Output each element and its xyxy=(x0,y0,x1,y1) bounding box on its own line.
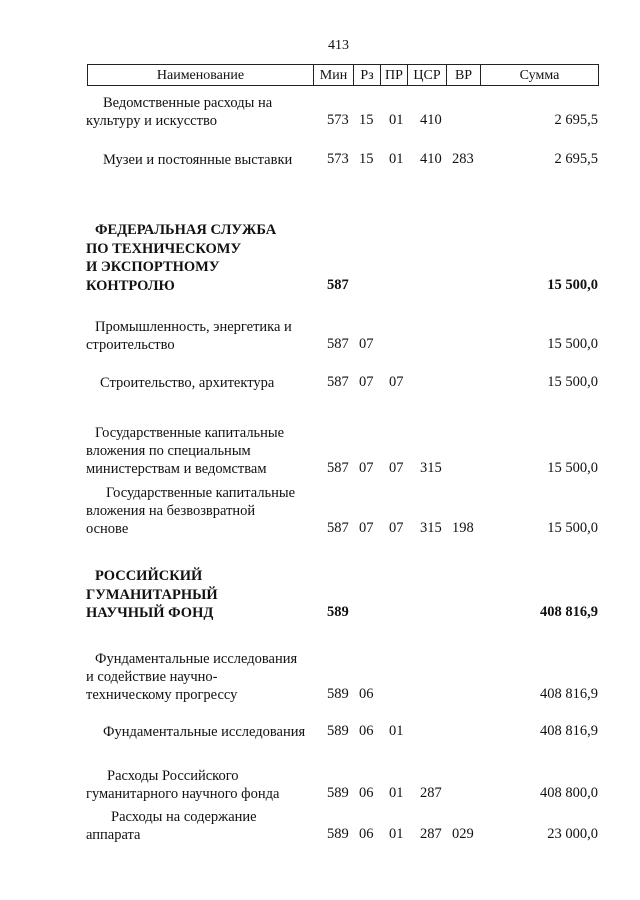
row-sum: 15 500,0 xyxy=(547,336,598,352)
row-rz: 15 xyxy=(359,151,374,167)
row-min: 573 xyxy=(327,112,349,128)
row-name-line: Строительство, архитектура xyxy=(100,375,275,391)
row-sum: 23 000,0 xyxy=(547,826,598,842)
row-name-line: РОССИЙСКИЙ xyxy=(95,568,203,584)
row-name-line: ГУМАНИТАРНЫЙ xyxy=(86,586,218,603)
page-number: 413 xyxy=(328,38,349,53)
header-min: Мин xyxy=(319,68,348,83)
row-name-line: Фундаментальные исследования xyxy=(103,724,306,740)
row-csr: 315 xyxy=(420,520,442,536)
row-csr: 315 xyxy=(420,460,442,476)
row-min: 589 xyxy=(327,785,349,801)
header-rz: Рз xyxy=(360,68,374,83)
header-vr: ВР xyxy=(454,68,473,83)
row-pr: 01 xyxy=(389,723,404,739)
row-rz: 06 xyxy=(359,686,374,702)
table-header xyxy=(87,64,599,86)
header-sum: Сумма xyxy=(519,68,560,83)
row-name-line: министерствам и ведомствам xyxy=(86,461,267,477)
row-rz: 07 xyxy=(359,336,374,352)
row-rz: 07 xyxy=(359,460,374,476)
row-name-line: аппарата xyxy=(86,827,141,843)
row-min: 589 xyxy=(327,826,349,842)
row-pr: 01 xyxy=(389,112,404,128)
row-name-line: Расходы на содержание xyxy=(111,809,257,825)
row-name-line: гуманитарного научного фонда xyxy=(86,786,280,802)
row-rz: 06 xyxy=(359,785,374,801)
row-name-line: вложения на безвозвратной xyxy=(86,503,256,519)
row-vr: 029 xyxy=(452,826,474,842)
row-rz: 06 xyxy=(359,723,374,739)
row-name-line: Расходы Российского xyxy=(107,768,239,784)
row-rz: 06 xyxy=(359,826,374,842)
row-name-line: и содействие научно- xyxy=(86,669,218,685)
header-csr: ЦСР xyxy=(413,68,441,83)
row-name-line: Государственные капитальные xyxy=(106,485,296,501)
row-name-line: И ЭКСПОРТНОМУ xyxy=(86,259,220,275)
row-vr: 198 xyxy=(452,520,474,536)
header-pr: ПР xyxy=(385,68,403,83)
row-sum: 408 816,9 xyxy=(540,723,598,739)
row-csr: 287 xyxy=(420,785,442,801)
row-pr: 07 xyxy=(389,520,404,536)
row-sum: 15 500,0 xyxy=(547,276,598,293)
row-min: 573 xyxy=(327,151,349,167)
row-pr: 07 xyxy=(389,374,404,390)
row-name-line: Фундаментальные исследования xyxy=(95,651,298,667)
row-rz: 07 xyxy=(359,374,374,390)
row-name-line: ФЕДЕРАЛЬНАЯ СЛУЖБА xyxy=(95,222,277,238)
row-rz: 15 xyxy=(359,112,374,128)
row-csr: 410 xyxy=(420,112,442,128)
row-name-line: Промышленность, энергетика и xyxy=(95,319,292,335)
row-sum: 408 816,9 xyxy=(540,604,598,620)
row-name-line: вложения по специальным xyxy=(86,443,251,459)
row-name-line: техническому прогрессу xyxy=(86,687,238,703)
row-pr: 07 xyxy=(389,460,404,476)
row-min: 589 xyxy=(327,723,349,739)
row-name-line: Ведомственные расходы на xyxy=(103,95,273,111)
row-name-line: строительство xyxy=(86,337,175,353)
row-sum: 408 800,0 xyxy=(540,785,598,801)
row-sum: 15 500,0 xyxy=(547,374,598,390)
row-sum: 15 500,0 xyxy=(547,460,598,476)
row-sum: 15 500,0 xyxy=(547,520,598,536)
row-pr: 01 xyxy=(389,151,404,167)
row-min: 587 xyxy=(327,336,349,352)
row-min: 587 xyxy=(327,276,349,293)
row-sum: 2 695,5 xyxy=(554,112,598,128)
row-name-line: ПО ТЕХНИЧЕСКОМУ xyxy=(86,240,242,257)
row-name-line: НАУЧНЫЙ ФОНД xyxy=(86,605,214,621)
row-name-line: культуру и искусство xyxy=(86,113,217,129)
row-name-line: Государственные капитальные xyxy=(95,425,285,441)
row-csr: 410 xyxy=(420,151,442,167)
row-sum: 408 816,9 xyxy=(540,686,598,702)
row-min: 589 xyxy=(327,686,349,702)
row-min: 587 xyxy=(327,374,349,390)
row-name-line: КОНТРОЛЮ xyxy=(86,277,175,294)
row-pr: 01 xyxy=(389,785,404,801)
row-min: 587 xyxy=(327,460,349,476)
row-min: 587 xyxy=(327,520,349,536)
row-rz: 07 xyxy=(359,520,374,536)
row-vr: 283 xyxy=(452,151,474,167)
header-name: Наименование xyxy=(156,68,245,83)
row-sum: 2 695,5 xyxy=(554,151,598,167)
row-min: 589 xyxy=(327,604,349,620)
row-name-line: Музеи и постоянные выставки xyxy=(103,152,293,168)
row-pr: 01 xyxy=(389,826,404,842)
row-name-line: основе xyxy=(86,521,129,537)
row-csr: 287 xyxy=(420,826,442,842)
